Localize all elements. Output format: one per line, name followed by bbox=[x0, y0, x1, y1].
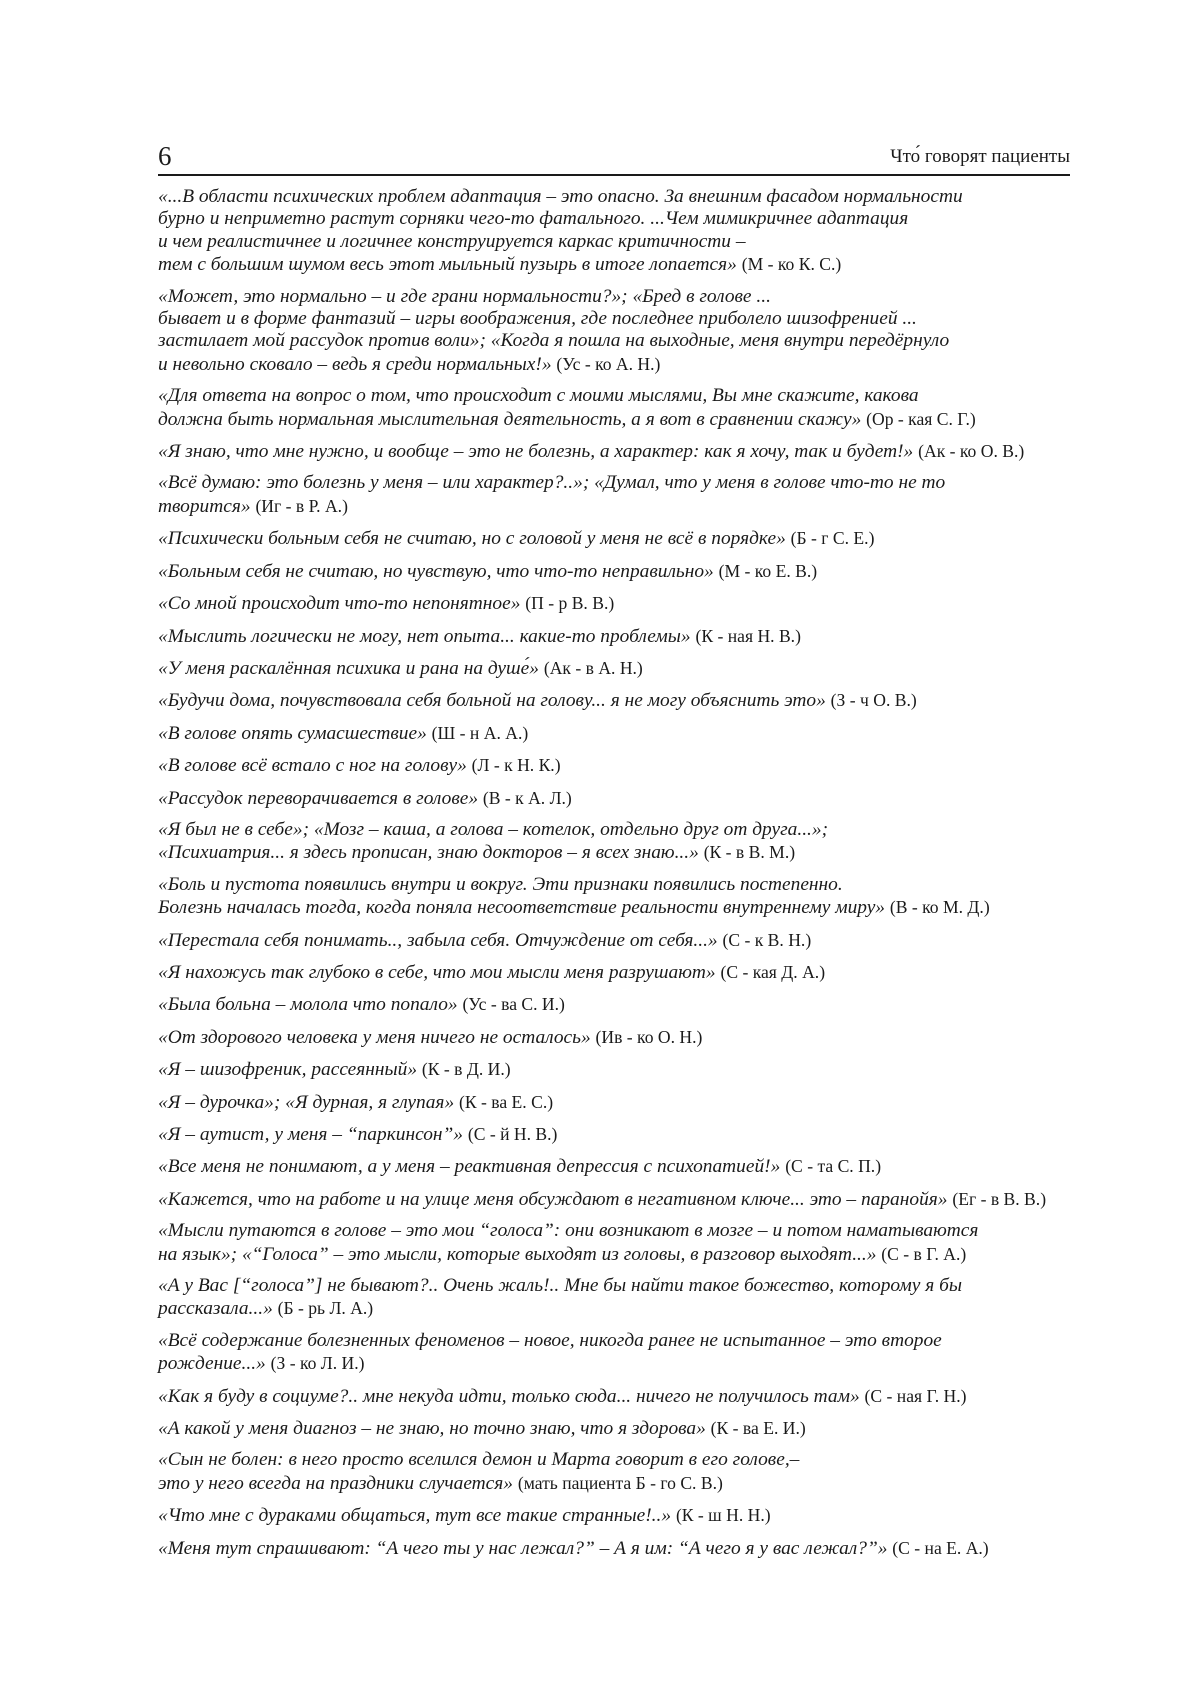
quote-author: (Л - к Н. К.) bbox=[471, 755, 561, 776]
quote-entry bbox=[158, 286, 1070, 377]
quote-text: «Как я буду в социуме?.. мне некуда идти, только сюда... ничего не получилось там» bbox=[158, 1385, 860, 1407]
quote-author: (Ег - в В. В.) bbox=[952, 1188, 1047, 1209]
quote-author: (Ор - кая С. Г.) bbox=[866, 408, 976, 429]
quote-entry bbox=[158, 527, 1070, 550]
quote-text: «А у Вас [“голоса”] не бывают?.. Очень жаль!.. Мне бы найти такое божество, которому я бы рассказала...» bbox=[158, 1275, 962, 1320]
quote-text: «Рассудок переворачивается в голове» bbox=[158, 787, 479, 809]
quote-author: (П - р В. В.) bbox=[525, 593, 615, 614]
quote-author: (К - в В. М.) bbox=[703, 842, 796, 863]
quote-entry bbox=[158, 1449, 1070, 1495]
quote-author: (З - ко Л. И.) bbox=[270, 1353, 365, 1374]
quote-entry bbox=[158, 560, 1070, 583]
quote-entry bbox=[158, 1330, 1070, 1376]
quote-author: (Ив - ко О. Н.) bbox=[595, 1026, 703, 1047]
quote-author: (В - ко М. Д.) bbox=[889, 897, 990, 918]
quote-entry bbox=[158, 186, 1070, 277]
quote-entry bbox=[158, 625, 1070, 648]
quote-author: (Иг - в Р. А.) bbox=[255, 495, 348, 516]
book-page bbox=[158, 138, 1070, 1569]
quote-author: (С - й Н. В.) bbox=[467, 1124, 558, 1144]
quote-author: (Ак - в А. Н.) bbox=[543, 657, 643, 678]
quote-author: (С - к В. Н.) bbox=[722, 929, 812, 950]
quote-entry bbox=[158, 874, 1070, 920]
quote-text: «В голове опять сумасшествие» bbox=[158, 722, 427, 744]
quote-author: (В - к А. Л.) bbox=[482, 787, 572, 808]
quote-text: «У меня раскалённая психика и рана на душе́» bbox=[158, 657, 539, 679]
quote-author: (Ш - н А. А.) bbox=[431, 722, 529, 743]
quotes-list bbox=[158, 186, 1070, 1560]
quote-text: «А какой у меня диагноз – не знаю, но точно знаю, что я здорова» bbox=[158, 1418, 706, 1440]
quote-text: «...В области психических проблем адаптация – это опасно. За внешним фасадом нормальности бурно и неприметно растут сорняки чего-то фатального. ...Чем мимикричнее адаптация и чем реалистичнее и логичнее конструируется каркас критичности – тем с большим шумом весь этот мыльный пузырь в итоге лопается» bbox=[158, 186, 963, 276]
page-number: 6 bbox=[158, 141, 172, 171]
quote-entry bbox=[158, 657, 1070, 680]
quote-entry bbox=[158, 1091, 1070, 1114]
quote-entry bbox=[158, 472, 1070, 518]
quote-entry bbox=[158, 1417, 1070, 1440]
quote-entry bbox=[158, 722, 1070, 745]
quote-author: (С - на Е. А.) bbox=[892, 1537, 989, 1558]
quote-author: (Ус - ко А. Н.) bbox=[556, 353, 661, 374]
quote-text: «Больным себя не считаю, но чувствую, что что-то неправильно» bbox=[158, 560, 714, 582]
quote-text: «Перестала себя понимать.., забыла себя. Отчуждение от себя...» bbox=[158, 929, 718, 951]
quote-text: «Что мне с дураками общаться, тут все такие странные!..» bbox=[158, 1505, 672, 1527]
quote-text: «Мысли путаются в голове – это мои “голоса”: они возникают в мозге – и потом наматываются на язык»; «“Голоса” – это мысли, которые выходят из головы, в разговор выходят...» bbox=[158, 1220, 979, 1265]
quote-entry bbox=[158, 754, 1070, 777]
quote-text: «Всё думаю: это болезнь у меня – или характер?..»; «Думал, что у меня в голове что-то не то творится» bbox=[158, 472, 946, 517]
quote-author: (С - ная Г. Н.) bbox=[864, 1385, 967, 1406]
quote-author: (К - ва Е. С.) bbox=[459, 1091, 554, 1112]
quote-text: «В голове всё встало с ног на голову» bbox=[158, 755, 467, 777]
quote-entry bbox=[158, 689, 1070, 712]
quote-entry bbox=[158, 993, 1070, 1016]
quote-author: (Ак - ко О. В.) bbox=[918, 441, 1025, 462]
quote-text: «Кажется, что на работе и на улице меня обсуждают в негативном ключе... это – паранойя» bbox=[158, 1188, 948, 1210]
quote-text: «Я – аутист, у меня – “паркинсон”» bbox=[158, 1124, 463, 1145]
running-title: Что́ говорят пациенты bbox=[890, 146, 1070, 167]
quote-author: (Б - рь Л. А.) bbox=[277, 1298, 374, 1319]
quote-text: «Была больна – молола что попало» bbox=[158, 994, 458, 1016]
quote-entry bbox=[158, 961, 1070, 984]
quote-entry bbox=[158, 1275, 1070, 1321]
quote-text: «Сын не болен: в него просто вселился демон и Марта говорит в его голове,– это у него всегда на праздники случается» bbox=[158, 1449, 800, 1494]
quote-text: «Мыслить логически не могу, нет опыта... какие-то проблемы» bbox=[158, 625, 691, 647]
quote-author: (К - ш Н. Н.) bbox=[675, 1505, 771, 1526]
quote-author: (М - ко К. С.) bbox=[741, 254, 842, 275]
quote-text: «Со мной происходит что-то непонятное» bbox=[158, 593, 521, 615]
quote-entry bbox=[158, 1220, 1070, 1266]
quote-text: «Я – дурочка»; «Я дурная, я глупая» bbox=[158, 1091, 455, 1113]
quote-text: «Всё содержание болезненных феноменов – новое, никогда ранее не испытанное – это второе рождение...» bbox=[158, 1329, 942, 1375]
quote-text: «Будучи дома, почувствовала себя больной на голову... я не могу объяснить это» bbox=[158, 690, 826, 712]
quote-author: (Ус - ва С. И.) bbox=[462, 994, 565, 1015]
quote-entry bbox=[158, 1058, 1070, 1081]
quote-entry bbox=[158, 1026, 1070, 1049]
quote-text: «От здорового человека у меня ничего не осталось» bbox=[158, 1026, 591, 1048]
quote-text: «Меня тут спрашивают: “А чего ты у нас лежал?” – А я им: “А чего я у вас лежал?”» bbox=[158, 1537, 888, 1559]
quote-text: «Я – шизофреник, рассеянный» bbox=[158, 1059, 418, 1081]
quote-entry bbox=[158, 1155, 1070, 1178]
quote-author: (К - ная Н. В.) bbox=[695, 625, 801, 646]
quote-author: (Б - г С. Е.) bbox=[790, 528, 875, 549]
quote-text: «Я знаю, что мне нужно, и вообще – это не болезнь, а характер: как я хочу, так и будет!» bbox=[158, 441, 914, 463]
quote-author: (К - ва Е. И.) bbox=[710, 1418, 806, 1439]
quote-entry bbox=[158, 592, 1070, 615]
quote-author: (мать пациента Б - го С. В.) bbox=[517, 1472, 723, 1493]
quote-entry bbox=[158, 1504, 1070, 1527]
quote-author: (М - ко Е. В.) bbox=[718, 560, 818, 581]
quote-author: (З - ч О. В.) bbox=[830, 690, 917, 711]
quote-text: «Может, это нормально – и где грани нормальности?»; «Бред в голове ... бывает и в форме фантазий – игры воображения, где последнее приболело шизофренией ... застилает мой рассудок против воли»; «Когда я пошла на выходные, меня внутри передёрнуло и невольно сковало – ведь я среди нормальных!» bbox=[158, 285, 950, 375]
quote-entry bbox=[158, 787, 1070, 810]
quote-entry bbox=[158, 929, 1070, 952]
quote-entry bbox=[158, 1188, 1070, 1211]
quote-text: «Все меня не понимают, а у меня – реактивная депрессия с психопатией!» bbox=[158, 1156, 781, 1178]
quote-entry bbox=[158, 819, 1070, 865]
quote-entry bbox=[158, 385, 1070, 431]
quote-author: (С - кая Д. А.) bbox=[720, 961, 826, 982]
quote-text: «Психически больным себя не считаю, но с головой у меня не всё в порядке» bbox=[158, 528, 786, 550]
quote-entry bbox=[158, 440, 1070, 463]
quote-text: «Для ответа на вопрос о том, что происходит с моими мыслями, Вы мне скажите, какова должна быть нормальная мыслительная деятельность, а я вот в сравнении скажу» bbox=[158, 385, 919, 430]
quote-text: «Я нахожусь так глубоко в себе, что мои мысли меня разрушают» bbox=[158, 961, 716, 983]
quote-author: (С - та С. П.) bbox=[785, 1156, 882, 1177]
quote-text: «Я был не в себе»; «Мозг – каша, а голова – котелок, отдельно друг от друга...»; «Психиатрия... я здесь прописан, знаю докторов – я всех знаю...» bbox=[158, 818, 829, 864]
quote-entry bbox=[158, 1537, 1070, 1560]
page-header bbox=[158, 138, 1070, 176]
quote-text: «Боль и пустота появились внутри и вокруг. Эти признаки появились постепенно. Болезнь началась тогда, когда поняла несоответствие реальности внутреннему миру» bbox=[158, 873, 886, 919]
quote-author: (К - в Д. И.) bbox=[421, 1059, 511, 1080]
quote-entry bbox=[158, 1385, 1070, 1408]
quote-entry bbox=[158, 1123, 1070, 1146]
quote-author: (С - в Г. А.) bbox=[881, 1243, 967, 1264]
